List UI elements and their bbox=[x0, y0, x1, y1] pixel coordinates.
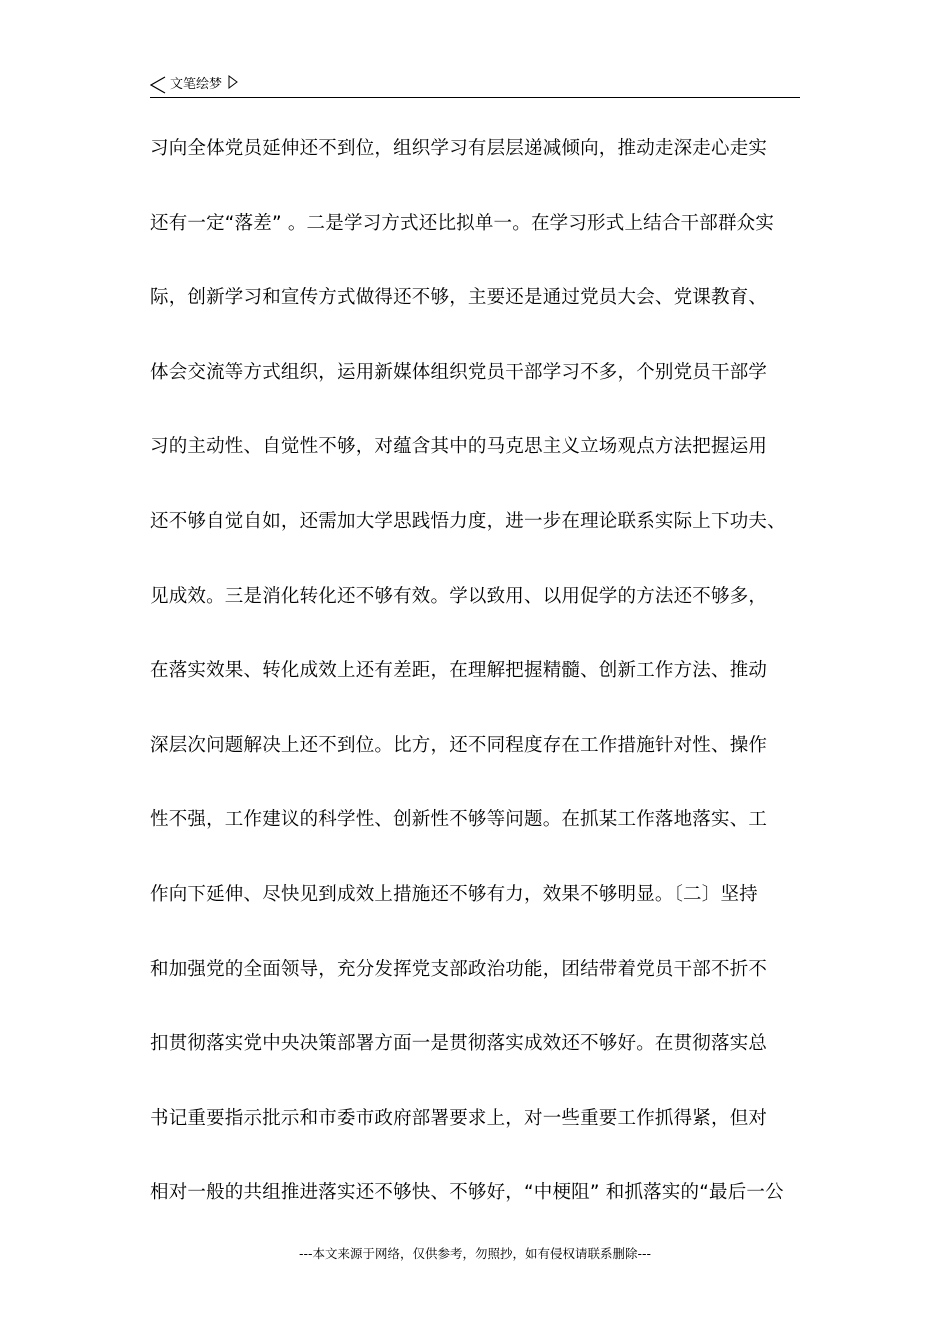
text-line: 在落实效果、转化成效上还有差距，在理解把握精髓、创新工作方法、推动 bbox=[150, 660, 768, 682]
text-line: 扣贯彻落实党中央决策部署方面一是贯彻落实成效还不够好。在贯彻落实总 bbox=[150, 1033, 768, 1055]
text-line: 书记重要指示批示和市委市政府部署要求上，对一些重要工作抓得紧，但对 bbox=[150, 1107, 768, 1129]
text-line: 作向下延伸、尽快见到成效上措施还不够有力，效果不够明显。〔二〕坚持 bbox=[150, 883, 758, 905]
text-line: 体会交流等方式组织，运用新媒体组织党员干部学习不多，个别党员干部学 bbox=[150, 361, 768, 383]
right-triangle-icon bbox=[228, 75, 238, 89]
header-divider bbox=[150, 97, 800, 98]
text-line: 还不够自觉自如，还需加大学思践悟力度，进一步在理论联系实际上下功夫、 bbox=[150, 510, 786, 532]
text-line: 习的主动性、自觉性不够，对蕴含其中的马克思主义立场观点方法把握运用 bbox=[150, 436, 768, 458]
text-line: 性不强，工作建议的科学性、创新性不够等问题。在抓某工作落地落实、工 bbox=[150, 809, 768, 831]
page-footer: ---本文来源于网络，仅供参考，勿照抄，如有侵权请联系删除--- bbox=[298, 1246, 652, 1261]
text-line: 还有一定“落差” 。二是学习方式还比拟单一。在学习形式上结合干部群众实 bbox=[150, 212, 775, 234]
text-line: 相对一般的共组推进落实还不够快、不够好，“中梗阻” 和抓落实的“最后一公 bbox=[150, 1182, 784, 1204]
text-line: 际，创新学习和宣传方式做得还不够，主要还是通过党员大会、党课教育、 bbox=[150, 287, 768, 309]
header-title: 文笔绘梦 bbox=[170, 77, 223, 92]
page-header bbox=[150, 72, 800, 98]
text-line: 习向全体党员延伸还不到位，组织学习有层层递减倾向，推动走深走心走实 bbox=[150, 138, 768, 159]
left-triangle-icon bbox=[150, 75, 166, 95]
text-line: 见成效。三是消化转化还不够有效。学以致用、以用促学的方法还不够多， bbox=[150, 585, 768, 607]
body-text bbox=[150, 112, 810, 1231]
text-line: 和加强党的全面领导，充分发挥党支部政治功能，团结带着党员干部不折不 bbox=[150, 958, 768, 980]
text-line: 深层次问题解决上还不到位。比方，还不同程度存在工作措施针对性、操作 bbox=[150, 734, 768, 756]
